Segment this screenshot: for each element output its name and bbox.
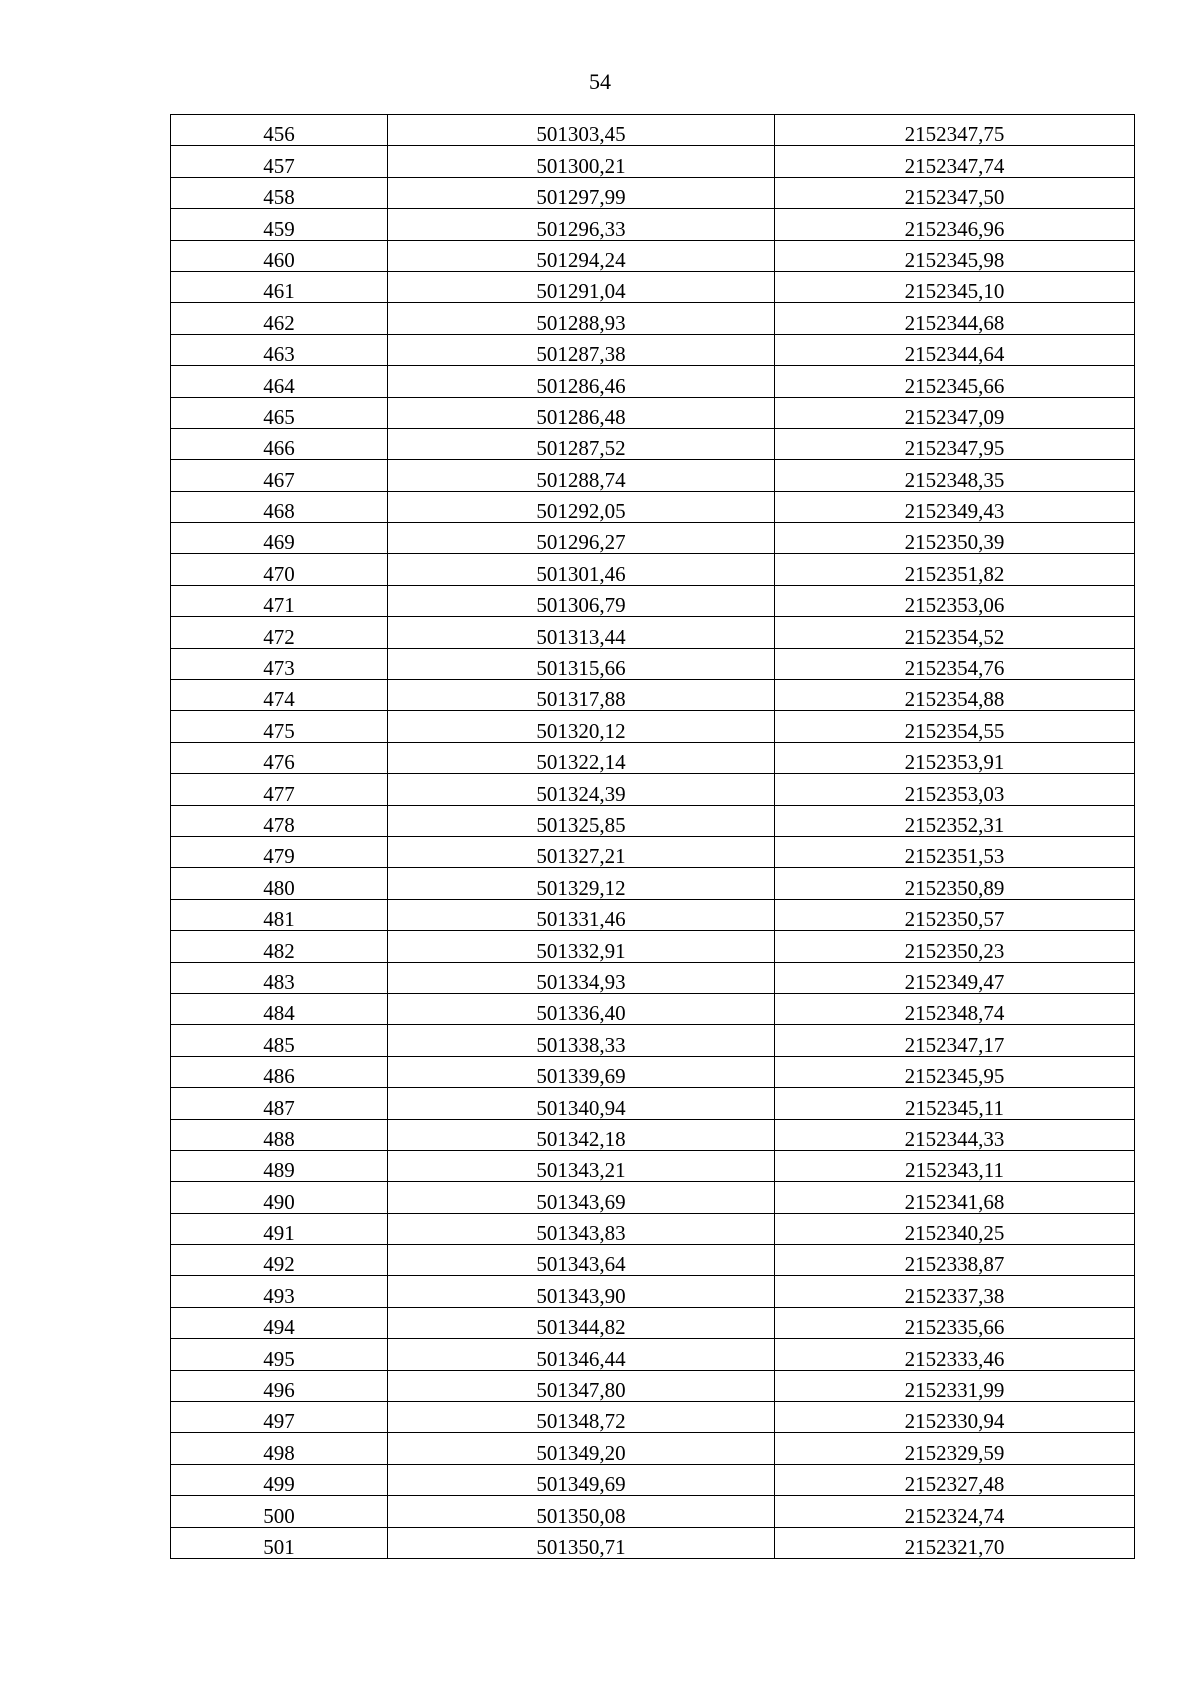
table-row [171,271,1135,302]
table-row [171,1276,1135,1307]
table-row [171,1150,1135,1181]
x-coordinate-cell: 501344,82 [388,1307,775,1338]
point-number-cell: 499 [171,1464,388,1495]
y-coordinate-cell: 2152351,82 [775,554,1135,585]
y-coordinate-cell: 2152351,53 [775,836,1135,867]
x-coordinate-cell: 501313,44 [388,617,775,648]
y-coordinate-cell: 2152324,74 [775,1496,1135,1527]
point-number-cell: 478 [171,805,388,836]
table-row [171,1370,1135,1401]
point-number-cell: 466 [171,428,388,459]
point-number-cell: 472 [171,617,388,648]
point-number-cell: 458 [171,177,388,208]
y-coordinate-cell: 2152350,39 [775,523,1135,554]
y-coordinate-cell: 2152341,68 [775,1182,1135,1213]
x-coordinate-cell: 501300,21 [388,146,775,177]
x-coordinate-cell: 501327,21 [388,836,775,867]
table-row [171,774,1135,805]
table-row [171,993,1135,1024]
table-row [171,397,1135,428]
table-row [171,303,1135,334]
point-number-cell: 469 [171,523,388,554]
x-coordinate-cell: 501331,46 [388,899,775,930]
table-row [171,428,1135,459]
y-coordinate-cell: 2152353,06 [775,585,1135,616]
x-coordinate-cell: 501343,64 [388,1245,775,1276]
table-row [171,805,1135,836]
point-number-cell: 476 [171,742,388,773]
y-coordinate-cell: 2152344,33 [775,1119,1135,1150]
table-row [171,1056,1135,1087]
table-row [171,931,1135,962]
y-coordinate-cell: 2152350,89 [775,868,1135,899]
y-coordinate-cell: 2152335,66 [775,1307,1135,1338]
table-row [171,899,1135,930]
table-row [171,680,1135,711]
point-number-cell: 467 [171,460,388,491]
x-coordinate-cell: 501343,83 [388,1213,775,1244]
y-coordinate-cell: 2152347,50 [775,177,1135,208]
point-number-cell: 459 [171,209,388,240]
point-number-cell: 479 [171,836,388,867]
table-row [171,868,1135,899]
point-number-cell: 484 [171,993,388,1024]
point-number-cell: 457 [171,146,388,177]
point-number-cell: 481 [171,899,388,930]
x-coordinate-cell: 501303,45 [388,115,775,146]
point-number-cell: 464 [171,366,388,397]
table-row [171,1307,1135,1338]
x-coordinate-cell: 501291,04 [388,271,775,302]
x-coordinate-cell: 501287,38 [388,334,775,365]
x-coordinate-cell: 501340,94 [388,1088,775,1119]
point-number-cell: 497 [171,1402,388,1433]
x-coordinate-cell: 501343,69 [388,1182,775,1213]
y-coordinate-cell: 2152321,70 [775,1527,1135,1558]
x-coordinate-cell: 501288,93 [388,303,775,334]
x-coordinate-cell: 501296,33 [388,209,775,240]
x-coordinate-cell: 501301,46 [388,554,775,585]
y-coordinate-cell: 2152340,25 [775,1213,1135,1244]
y-coordinate-cell: 2152350,23 [775,931,1135,962]
table-row [171,1433,1135,1464]
y-coordinate-cell: 2152331,99 [775,1370,1135,1401]
x-coordinate-cell: 501287,52 [388,428,775,459]
point-number-cell: 490 [171,1182,388,1213]
point-number-cell: 486 [171,1056,388,1087]
point-number-cell: 491 [171,1213,388,1244]
point-number-cell: 477 [171,774,388,805]
table-row [171,1119,1135,1150]
y-coordinate-cell: 2152348,35 [775,460,1135,491]
x-coordinate-cell: 501294,24 [388,240,775,271]
y-coordinate-cell: 2152354,88 [775,680,1135,711]
y-coordinate-cell: 2152345,11 [775,1088,1135,1119]
y-coordinate-cell: 2152349,43 [775,491,1135,522]
x-coordinate-cell: 501343,21 [388,1150,775,1181]
y-coordinate-cell: 2152343,11 [775,1150,1135,1181]
table-row [171,1339,1135,1370]
point-number-cell: 461 [171,271,388,302]
table-row [171,742,1135,773]
y-coordinate-cell: 2152327,48 [775,1464,1135,1495]
point-number-cell: 460 [171,240,388,271]
x-coordinate-cell: 501306,79 [388,585,775,616]
table-row [171,1402,1135,1433]
x-coordinate-cell: 501338,33 [388,1025,775,1056]
table-row [171,460,1135,491]
x-coordinate-cell: 501343,90 [388,1276,775,1307]
table-row [171,711,1135,742]
y-coordinate-cell: 2152345,10 [775,271,1135,302]
x-coordinate-cell: 501346,44 [388,1339,775,1370]
point-number-cell: 492 [171,1245,388,1276]
table-row [171,209,1135,240]
y-coordinate-cell: 2152329,59 [775,1433,1135,1464]
point-number-cell: 465 [171,397,388,428]
table-row [171,1025,1135,1056]
x-coordinate-cell: 501332,91 [388,931,775,962]
y-coordinate-cell: 2152344,68 [775,303,1135,334]
y-coordinate-cell: 2152345,98 [775,240,1135,271]
table-row [171,334,1135,365]
x-coordinate-cell: 501322,14 [388,742,775,773]
table-row [171,1496,1135,1527]
table-row [171,146,1135,177]
y-coordinate-cell: 2152330,94 [775,1402,1135,1433]
x-coordinate-cell: 501315,66 [388,648,775,679]
table-row [171,1088,1135,1119]
point-number-cell: 482 [171,931,388,962]
y-coordinate-cell: 2152354,76 [775,648,1135,679]
y-coordinate-cell: 2152354,52 [775,617,1135,648]
point-number-cell: 496 [171,1370,388,1401]
point-number-cell: 468 [171,491,388,522]
table-row [171,491,1135,522]
table-row [171,836,1135,867]
y-coordinate-cell: 2152338,87 [775,1245,1135,1276]
x-coordinate-cell: 501324,39 [388,774,775,805]
y-coordinate-cell: 2152353,91 [775,742,1135,773]
x-coordinate-cell: 501349,20 [388,1433,775,1464]
y-coordinate-cell: 2152350,57 [775,899,1135,930]
point-number-cell: 474 [171,680,388,711]
y-coordinate-cell: 2152347,75 [775,115,1135,146]
point-number-cell: 487 [171,1088,388,1119]
table-row [171,115,1135,146]
x-coordinate-cell: 501334,93 [388,962,775,993]
point-number-cell: 493 [171,1276,388,1307]
table-row [171,1182,1135,1213]
point-number-cell: 485 [171,1025,388,1056]
x-coordinate-cell: 501296,27 [388,523,775,554]
y-coordinate-cell: 2152347,74 [775,146,1135,177]
point-number-cell: 498 [171,1433,388,1464]
point-number-cell: 470 [171,554,388,585]
y-coordinate-cell: 2152353,03 [775,774,1135,805]
point-number-cell: 489 [171,1150,388,1181]
page-number: 54 [589,69,611,94]
table-row [171,648,1135,679]
y-coordinate-cell: 2152345,66 [775,366,1135,397]
x-coordinate-cell: 501336,40 [388,993,775,1024]
table-row [171,617,1135,648]
point-number-cell: 483 [171,962,388,993]
x-coordinate-cell: 501349,69 [388,1464,775,1495]
x-coordinate-cell: 501339,69 [388,1056,775,1087]
point-number-cell: 480 [171,868,388,899]
point-number-cell: 463 [171,334,388,365]
y-coordinate-cell: 2152333,46 [775,1339,1135,1370]
y-coordinate-cell: 2152345,95 [775,1056,1135,1087]
point-number-cell: 471 [171,585,388,616]
y-coordinate-cell: 2152347,17 [775,1025,1135,1056]
coordinates-table [170,114,1135,1559]
point-number-cell: 500 [171,1496,388,1527]
table-row [171,554,1135,585]
x-coordinate-cell: 501325,85 [388,805,775,836]
point-number-cell: 495 [171,1339,388,1370]
point-number-cell: 494 [171,1307,388,1338]
x-coordinate-cell: 501286,46 [388,366,775,397]
table-row [171,1527,1135,1558]
x-coordinate-cell: 501342,18 [388,1119,775,1150]
y-coordinate-cell: 2152348,74 [775,993,1135,1024]
y-coordinate-cell: 2152352,31 [775,805,1135,836]
y-coordinate-cell: 2152349,47 [775,962,1135,993]
x-coordinate-cell: 501286,48 [388,397,775,428]
table-row [171,1245,1135,1276]
point-number-cell: 473 [171,648,388,679]
y-coordinate-cell: 2152344,64 [775,334,1135,365]
x-coordinate-cell: 501288,74 [388,460,775,491]
point-number-cell: 462 [171,303,388,334]
x-coordinate-cell: 501292,05 [388,491,775,522]
table-row [171,962,1135,993]
y-coordinate-cell: 2152346,96 [775,209,1135,240]
x-coordinate-cell: 501297,99 [388,177,775,208]
x-coordinate-cell: 501350,71 [388,1527,775,1558]
table-row [171,240,1135,271]
y-coordinate-cell: 2152354,55 [775,711,1135,742]
x-coordinate-cell: 501347,80 [388,1370,775,1401]
table-row [171,585,1135,616]
table-row [171,1464,1135,1495]
point-number-cell: 475 [171,711,388,742]
x-coordinate-cell: 501320,12 [388,711,775,742]
coordinates-table-body [171,115,1135,1559]
y-coordinate-cell: 2152347,95 [775,428,1135,459]
y-coordinate-cell: 2152337,38 [775,1276,1135,1307]
table-row [171,1213,1135,1244]
x-coordinate-cell: 501348,72 [388,1402,775,1433]
point-number-cell: 456 [171,115,388,146]
table-row [171,523,1135,554]
point-number-cell: 501 [171,1527,388,1558]
x-coordinate-cell: 501329,12 [388,868,775,899]
y-coordinate-cell: 2152347,09 [775,397,1135,428]
table-row [171,177,1135,208]
x-coordinate-cell: 501317,88 [388,680,775,711]
point-number-cell: 488 [171,1119,388,1150]
x-coordinate-cell: 501350,08 [388,1496,775,1527]
table-row [171,366,1135,397]
